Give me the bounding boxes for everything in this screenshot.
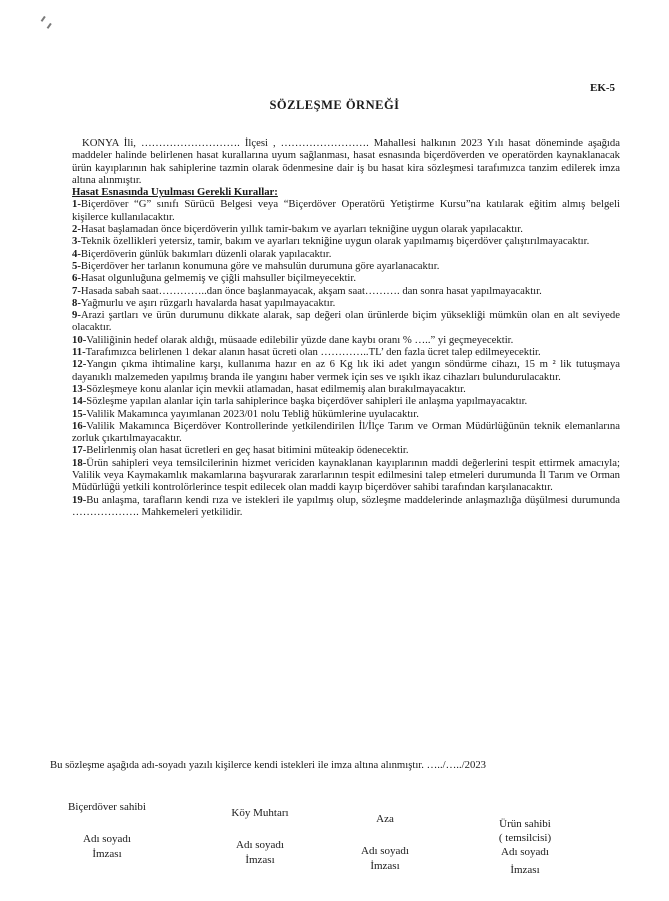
annex-code: EK-5: [590, 82, 616, 94]
rule-item: [72, 494, 620, 519]
rule-text: Hasat başlamadan önce biçerdöverin yıllık tamir-bakım ve ayarları tekniğine uygun olarak yapılacaktır.: [80, 223, 523, 236]
signature-sign-label: İmzası: [370, 860, 400, 872]
rule-number: 11-: [72, 346, 86, 359]
rule-text: Biçerdöver “G” sınıfı Sürücü Belgesi veya “Biçerdöver Operatörü Yetiştirme Kursu”na katılarak eğitim almış belgeli kişilerce kullanılacaktır.: [72, 198, 620, 223]
rule-number: 17-: [72, 444, 87, 457]
rule-number: 14-: [72, 395, 87, 408]
rule-item: [72, 444, 620, 456]
rule-text: Valilik Makamınca yayımlanan 2023/01 nolu Tebliğ hükümlerine uyulacaktır.: [86, 407, 419, 420]
rule-text: Teknik özellikleri yetersiz, tamir, bakım ve ayarları tekniğine uygun olarak yapılmamış biçerdöver çalıştırılmayacaktır.: [80, 235, 590, 248]
page-title: SÖZLEŞME ÖRNEĞİ: [269, 98, 400, 112]
rule-text: Tarafımızca belirlenen 1 dekar alanın hasat ücreti olan …………..TL’ den fazla ücret talep edilmeyecektir.: [85, 346, 541, 359]
rule-item: [72, 260, 620, 272]
rule-number: 12-: [72, 358, 87, 371]
rule-item: [72, 457, 620, 494]
closing-statement: Bu sözleşme aşağıda adı-soyadı yazılı kişilerce kendi istekleri ile imza altına alınmıştır. …../…../2023: [50, 759, 487, 771]
rule-item: [72, 395, 620, 407]
pen-mark: [41, 16, 46, 22]
rule-number: 19-: [72, 493, 87, 506]
signature-role: Aza: [376, 813, 394, 825]
rules-list: [72, 198, 620, 518]
rule-item: [72, 198, 620, 223]
signature-role: Ürün sahibi: [499, 818, 551, 830]
signature-sign-label: İmzası: [92, 848, 122, 860]
rule-number: 3-: [72, 235, 81, 248]
rule-number: 13-: [72, 382, 87, 395]
signature-name-label: Adı soyadı: [83, 833, 131, 845]
rule-item: [72, 272, 620, 284]
signature-block-crop-owner: [475, 817, 575, 877]
rule-text: Biçerdöver her tarlanın konumuna göre ve mahsulün durumuna göre ayarlanacaktır.: [80, 259, 440, 272]
rule-number: 10-: [72, 333, 87, 346]
rule-text: Bu anlaşma, tarafların kendi rıza ve istekleri ile yapılmış olup, sözleşme maddelerinde anlaşmazlığa düşülmesi durumunda ………………. Mahkemeleri yetkilidir.: [72, 493, 620, 518]
rule-item: [72, 235, 620, 247]
intro-paragraph: KONYA İli, ………………………. İlçesi , ……………………. Mahallesi halkının 2023 Yılı hasat döneminde aşağıda maddeler halinde belirlenen hasat kurallarına uyum sağlanması, hasat esnasında biçerdöverden ve operatörden kaynaklanacak ürün kayıplarının hak sahiplerine tazmin olarak ödenmesine dair iş bu hasat kira sözleşmesi tarafımızca tanzim edilerek imza altına alınmıştır.: [72, 137, 620, 186]
signature-sign-label: İmzası: [510, 864, 540, 876]
rule-text: Hasada sabah saat…………..dan önce başlanmayacak, akşam saat………. dan sonra hasat yapılmayacaktır.: [80, 284, 542, 297]
rule-number: 1-: [72, 198, 81, 211]
rule-item: [72, 297, 620, 309]
signature-name-label: Adı soyadı: [361, 845, 409, 857]
rule-item: [72, 420, 620, 445]
signature-role-sub: ( temsilcisi): [498, 832, 552, 844]
rule-text: Hasat olgunluğuna gelmemiş ve çiğli mahsuller biçilmeyecektir.: [80, 272, 357, 285]
signature-name-label: Adı soyadı: [501, 846, 549, 858]
signature-name-label: Adı soyadı: [236, 839, 284, 851]
signature-role: Köy Muhtarı: [231, 807, 289, 819]
signature-sign-label: İmzası: [245, 854, 275, 866]
rule-text: Ürün sahipleri veya temsilcilerinin hizmet vericiden kaynaklanan kayıplarının maddi değerlerini tespit ettirmek amacıyla; Valilik veya Kaymakamlık makamlarına başvurarak zararlarının tespit edilmesini talep etmeleri durumunda İl Tarım ve Orman Müdürlüğü yetkili kontrolörlerince tespit edilecek olan maddi kayıp biçerdöver sahibi tarafından karşılanacaktır.: [72, 456, 620, 494]
signature-role: Biçerdöver sahibi: [68, 801, 146, 813]
rule-item: [72, 358, 620, 383]
rule-number: 4-: [72, 247, 81, 260]
signature-block-village-head: [210, 806, 310, 868]
rule-item: [72, 346, 620, 358]
rule-text: Sözleşmeye konu alanlar için mevkii atlamadan, hasat edilmemiş alan bırakılmayacaktır.: [86, 382, 466, 395]
signature-block-member: [345, 812, 425, 874]
rule-item: [72, 285, 620, 297]
rule-item: [72, 248, 620, 260]
rule-number: 18-: [72, 456, 87, 469]
rule-text: Belirlenmiş olan hasat ücretleri en geç hasat bitimini müteakip ödenecektir.: [86, 444, 409, 457]
rule-item: [72, 334, 620, 346]
rule-text: Yangın çıkma ihtimaline karşı, kullanıma hazır en az 6 Kg lık iki adet yangın söndürme cihazı, 15 m ² lik tutuşmaya dayanıklı malzemeden yapılmış branda ile yangını haber vermek için ses ve ışıklı ikaz cihazları bulundurulacaktır.: [72, 358, 620, 383]
rule-text: Valiliğinin hedef olarak aldığı, müsaade edilebilir yüzde dane kaybı oranı % …..” yi geçmeyecektir.: [86, 333, 514, 346]
rule-item: [72, 383, 620, 395]
rule-text: Biçerdöverin günlük bakımları düzenli olarak yapılacaktır.: [80, 247, 332, 260]
rules-heading: Hasat Esnasında Uyulması Gerekli Kurallar:: [72, 186, 278, 199]
rule-number: 9-: [72, 309, 81, 322]
rule-number: 16-: [72, 419, 87, 432]
rule-number: 15-: [72, 407, 87, 420]
contract-body: [72, 137, 620, 518]
rule-number: 5-: [72, 259, 81, 272]
rule-text: Sözleşme yapılan alanlar için tarla sahiplerince başka biçerdöver sahipleri ile anlaşma yapılmayacaktır.: [86, 395, 528, 408]
rule-text: Yağmurlu ve aşırı rüzgarlı havalarda hasat yapılmayacaktır.: [80, 296, 336, 309]
rule-number: 8-: [72, 296, 81, 309]
signature-block-harvester-owner: [52, 800, 162, 862]
rule-item: [72, 309, 620, 334]
rule-item: [72, 408, 620, 420]
rule-item: [72, 223, 620, 235]
rule-number: 2-: [72, 223, 81, 236]
rule-text: Arazi şartları ve ürün durumunu dikkate alarak, sap değeri olan ürünlerde biçim yüksekliği mümkün olan en alt seviyede olacaktır.: [72, 309, 620, 334]
pen-mark: [47, 23, 52, 29]
rule-text: Valilik Makamınca Biçerdöver Kontrollerinde yetkilendirilen İl/İlçe Tarım ve Orman Müdürlüğünün teknik elemanlarına zorluk çıkartılmayacaktır.: [72, 419, 620, 445]
rule-number: 6-: [72, 272, 81, 285]
rule-number: 7-: [72, 284, 81, 297]
